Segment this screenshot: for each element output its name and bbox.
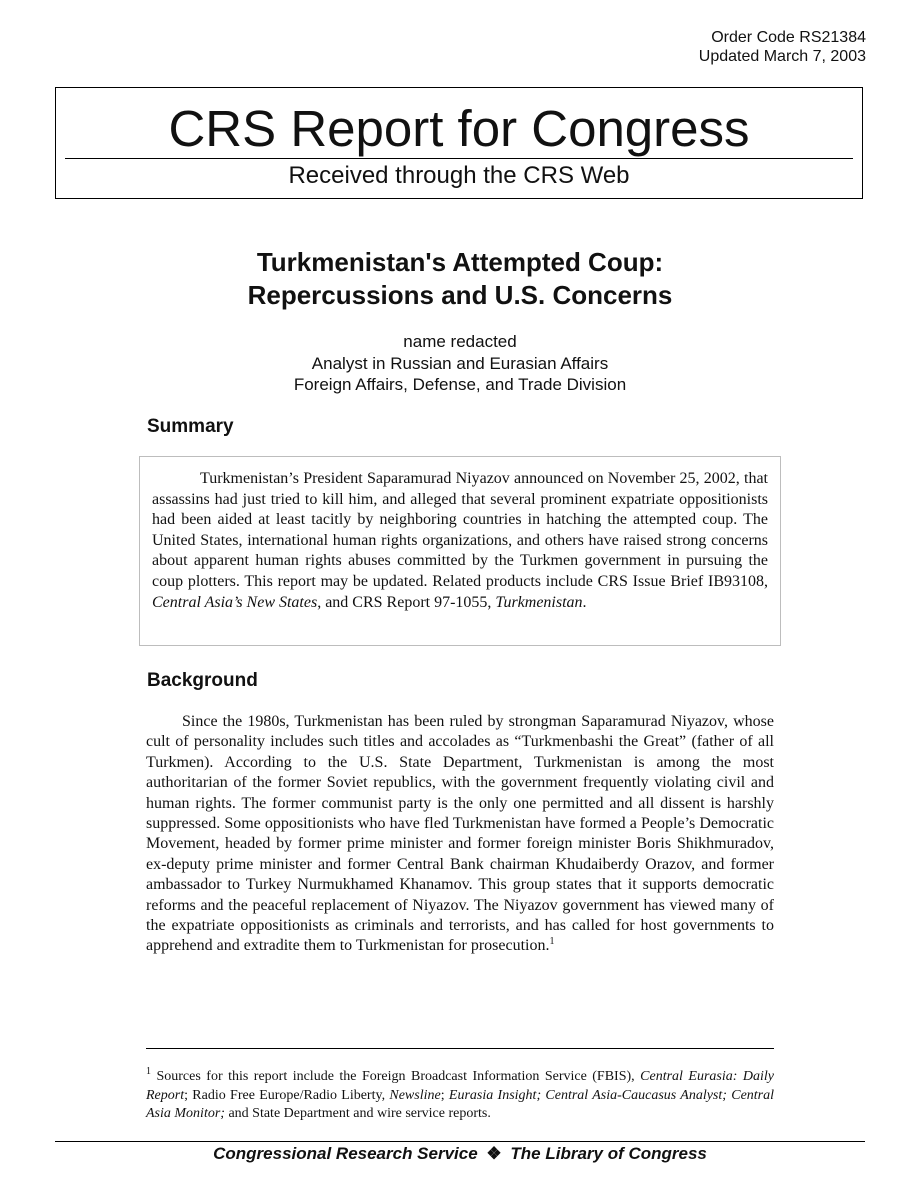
order-code-block <box>699 28 866 66</box>
summary-text-part: , and CRS Report 97-1055, <box>317 593 496 611</box>
background-text: Since the 1980s, Turkmenistan has been ruled by strongman Saparamurad Niyazov, whose cult of personality includes such titles and accolades as “Turkmenbashi the Great” (father of all Turkmen). According to the U.S. State Department, Turkmenistan is among the most authoritarian of the former Soviet republics, with the government frequently violating civil and human rights. The former communist party is the only one permitted and all dissent is harshly suppressed. Some oppositionists who have fled Turkmenistan have formed a People’s Democratic Movement, headed by former prime minister and former foreign minister Boris Shikhmuradov, ex-deputy prime minister and former Central Bank chairman Khudaiberdy Orazov, and former ambassador to Turkey Nurmukhamed Khanamov. This group states that it supports democratic reforms and the peaceful replacement of Niyazov. The Niyazov government has viewed many of the expatriate oppositionists as criminals and terrorists, and has called for host governments to apprehend and extradite them to Turkmenistan for prosecution. <box>146 713 774 955</box>
footnote-citation: Eurasia Insight; Central Asia-Caucasus Analyst; Central Asia Monitor; <box>146 1087 775 1122</box>
footnote <box>146 1068 774 1124</box>
footnote-citation: Central Eurasia: Daily Report <box>146 1069 774 1103</box>
footnote-text-part: ; Radio Free Europe/Radio Liberty, <box>184 1087 390 1103</box>
summary-text <box>152 469 768 613</box>
order-code: Order Code RS21384 <box>711 29 866 46</box>
author-name: name redacted <box>403 332 517 351</box>
masthead-divider <box>65 158 853 159</box>
document-title <box>0 246 920 312</box>
summary-citation-central-asia: Central Asia’s New States <box>152 593 318 611</box>
footer-crs: Congressional Research Service <box>213 1144 478 1163</box>
background-heading: Background <box>147 670 258 691</box>
author-division: Foreign Affairs, Defense, and Trade Division <box>293 375 627 394</box>
footnote-divider <box>146 1048 774 1049</box>
footnote-marker: 1 <box>146 1066 151 1077</box>
author-title: Analyst in Russian and Eurasian Affairs <box>311 353 609 373</box>
footer-library: The Library of Congress <box>510 1144 707 1163</box>
footer-divider <box>55 1141 865 1142</box>
footnote-reference: 1 <box>549 936 555 948</box>
footnote-text-part: ; <box>440 1087 449 1103</box>
footnote-citation: Newsline <box>389 1087 441 1103</box>
page-footer <box>0 1143 920 1165</box>
summary-text-part: Turkmenistan’s President Saparamurad Niyazov announced on November 25, 2002, that assassins had just tried to kill him, and alleged that several prominent expatriate oppositionists had been aided at least tacitly by neighboring countries in hatching the attempted coup. The United States, international human rights organizations, and others have raised strong concerns about apparent human rights abuses committed by the Turkmen government in pursuing the coup plotters. This report may be updated. Related products include CRS Issue Brief IB93108, <box>152 470 768 590</box>
summary-heading: Summary <box>147 416 234 437</box>
updated-date: Updated March 7, 2003 <box>698 48 866 65</box>
document-title-line-1: Turkmenistan's Attempted Coup: <box>256 247 664 277</box>
masthead <box>55 87 863 199</box>
footnote-text-part: and State Department and wire service reports. <box>224 1106 491 1122</box>
diamond-separator-icon: ❖ <box>486 1144 502 1163</box>
summary-box <box>139 456 781 646</box>
document-title-line-2: Repercussions and U.S. Concerns <box>247 280 673 310</box>
author-block <box>0 331 920 396</box>
footnote-text-part: Sources for this report include the Foreign Broadcast Information Service (FBIS), <box>151 1069 641 1084</box>
summary-text-part: . <box>582 593 587 611</box>
masthead-subtitle: Received through the CRS Web <box>288 162 630 189</box>
summary-citation-turkmenistan: Turkmenistan <box>495 593 583 611</box>
background-paragraph <box>146 712 774 957</box>
masthead-title: CRS Report for Congress <box>168 100 750 157</box>
